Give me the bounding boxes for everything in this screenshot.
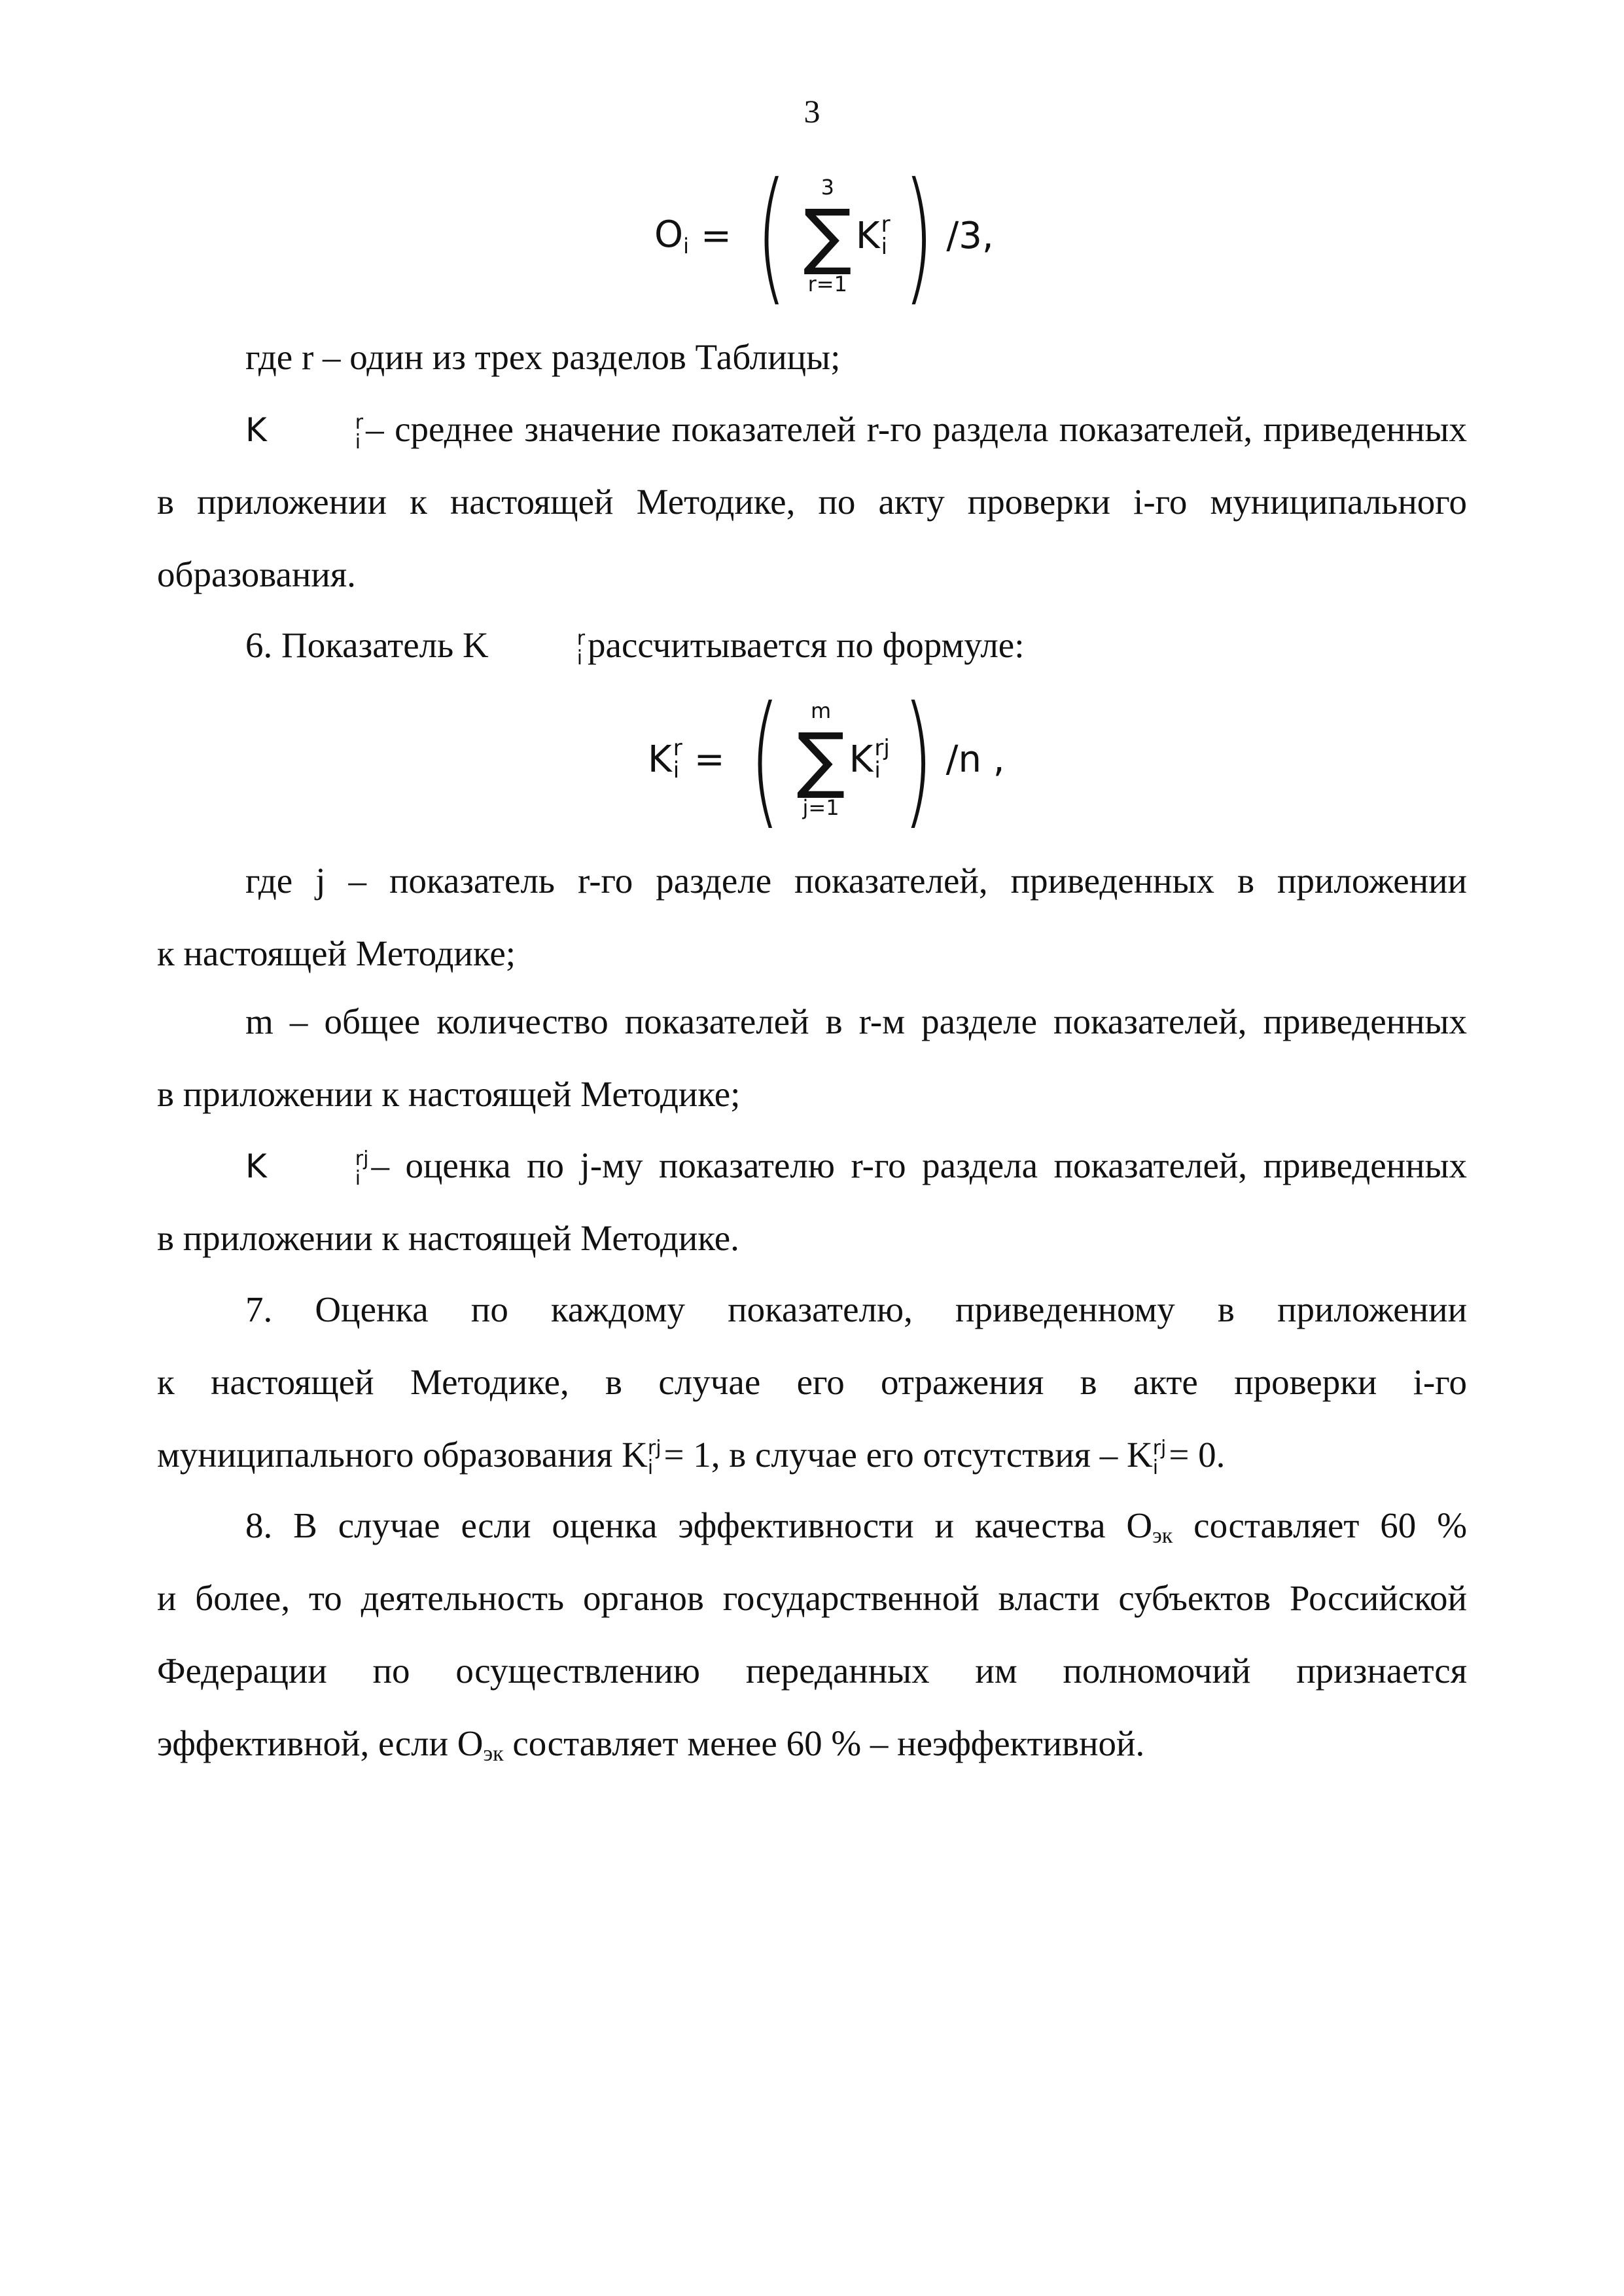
kir-definition-line2: в приложении к настоящей Методике, по акту проверки i-го муниципального	[157, 482, 1467, 522]
formula-oi	[654, 152, 994, 319]
paragraph-7-line3: муниципального образования K rj i = 1, в случае его отсутствия – K rj i = 0.	[157, 1435, 1226, 1480]
formula-kir-term: K rj i	[849, 735, 890, 783]
paragraph-8-line3: Федерации по осуществлению переданных им полномочий признается	[157, 1651, 1467, 1691]
formula-kir-tail: /n ,	[945, 738, 1005, 781]
left-paren: (	[756, 152, 787, 319]
paragraph-8-line1: 8. В случае если оценка эффективности и качества Oэк составляет 60 %	[245, 1505, 1468, 1548]
kir-definition: K r i – среднее значение показателей r-го раздела показателей, приведенных	[245, 409, 1467, 454]
summation: m ∑ j=1	[796, 698, 845, 820]
formula-oi-term: K r i	[855, 211, 891, 260]
where-j-line1: где j – показатель r-го разделе показателей, приведенных в приложении	[245, 861, 1467, 901]
paragraph-7-line2: к настоящей Методике, в случае его отражения в акте проверки i-го	[157, 1362, 1467, 1402]
left-paren: (	[749, 675, 781, 843]
paragraph-8-line4: эффективной, если Oэк составляет менее 60 % – неэффективной.	[157, 1723, 1145, 1766]
right-paren: )	[902, 152, 934, 319]
where-r-text: где r – один из трех разделов Таблицы;	[245, 337, 841, 377]
kirj-definition: K rj i – оценка по j-му показателю r-го раздела показателей, приведенных	[245, 1145, 1467, 1191]
m-definition-line2: в приложении к настоящей Методике;	[157, 1074, 741, 1114]
formula-kir-lhs: K r i	[648, 735, 682, 783]
paragraph-6: 6. Показатель K r i рассчитывается по формуле:	[245, 625, 1025, 670]
kir-definition-line3: образования.	[157, 554, 356, 594]
where-j-line2: к настоящей Методике;	[157, 933, 516, 973]
right-paren: )	[902, 675, 934, 843]
paragraph-8-line2: и более, то деятельность органов государственной власти субъектов Российской	[157, 1578, 1467, 1618]
kirj-definition-line2: в приложении к настоящей Методике.	[157, 1218, 739, 1258]
formula-oi-lhs: Oi	[654, 213, 689, 259]
m-definition-line1: m – общее количество показателей в r-м разделе показателей, приведенных	[245, 1001, 1467, 1041]
formula-kir-equals: =	[694, 738, 725, 781]
summation: 3 ∑ r=1	[803, 175, 852, 296]
formula-oi-tail: /3,	[946, 214, 994, 257]
paragraph-7-line1: 7. Оценка по каждому показателю, приведенному в приложении	[245, 1289, 1467, 1329]
formula-kir	[648, 675, 1005, 843]
page-number: 3	[803, 93, 821, 130]
formula-oi-equals: =	[700, 214, 732, 257]
